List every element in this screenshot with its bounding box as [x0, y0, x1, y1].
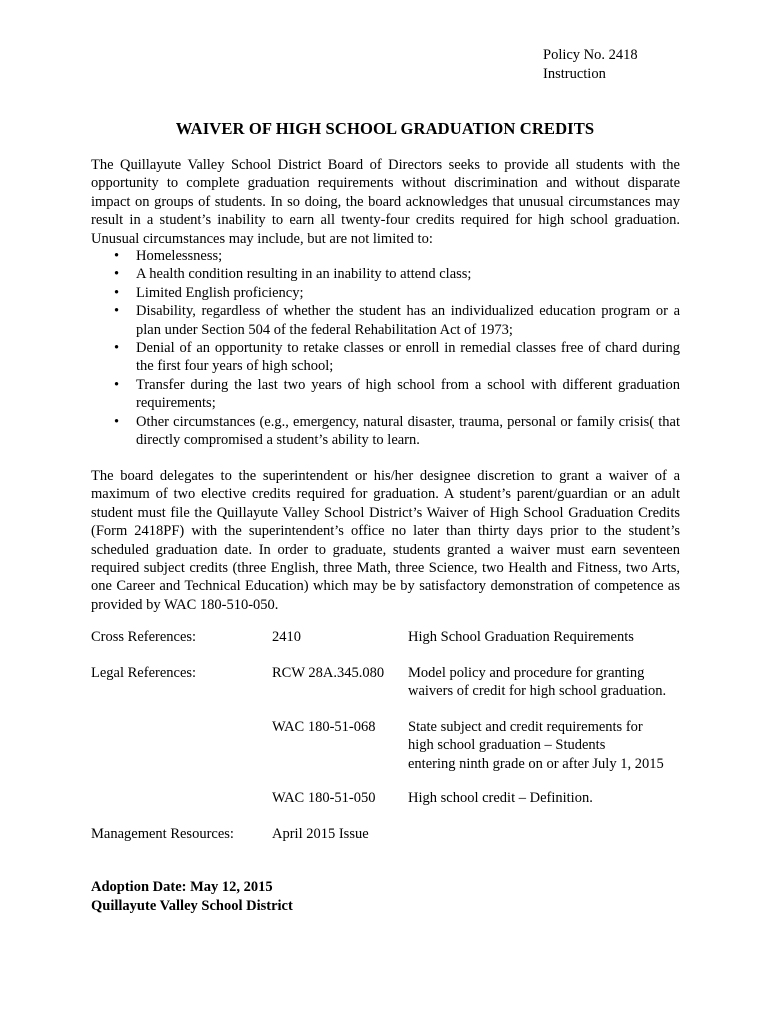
legal-reference-code: WAC 180-51-050 [272, 790, 376, 806]
circumstances-list [91, 247, 680, 449]
delegation-paragraph: The board delegates to the superintendent or his/her designee discretion to grant a waiver of a maximum of two elective credits required for graduation. A student’s parent/guardian or an adult student must file the Quillayute Valley School District’s Waiver of High School Graduation Credits (Form 2418PF) with the superintendent’s office no later than thirty days prior to the student’s scheduled graduation date. In order to graduate, students granted a waiver must earn seventeen required subject credits (three English, three Math, three Science, two Health and Fitness, two Arts, one Career and Technical Education) which may be by satisfactory demonstration of competence as provided by WAC 180-510-050. [91, 468, 680, 613]
adoption-block [91, 878, 293, 916]
bullet-icon: • [114, 340, 120, 357]
bullet-icon: • [114, 413, 120, 430]
intro-paragraph: The Quillayute Valley School District Board of Directors seeks to provide all students with the opportunity to complete graduation requirements without discrimination and without disparate impact on groups of students. In so doing, the board acknowledges that unusual circumstances may result in a student’s inability to earn all twenty-four credits required for high school graduation. Unusual circumstances may include, but are not limited to: [91, 157, 680, 247]
list-item: • Denial of an opportunity to retake classes or enroll in remedial classes free of chard during the first four years of high school; [114, 340, 680, 375]
bullet-icon: • [114, 376, 120, 393]
list-item: • Limited English proficiency; [114, 284, 304, 301]
list-item: • Homelessness; [114, 248, 223, 264]
legal-reference-code: RCW 28A.345.080 [272, 665, 385, 681]
bullet-icon: • [114, 266, 120, 283]
policy-number: Policy No. 2418 [543, 47, 638, 63]
list-item: • Disability, regardless of whether the student has an individualized education program or a plan under Section 504 of the federal Rehabilitation Act of 1973; [114, 303, 680, 338]
cross-reference-desc: High School Graduation Requirements [408, 629, 634, 645]
list-item: • Other circumstances (e.g., emergency, natural disaster, trauma, personal or family crisis( that directly compromised a student’s ability to learn. [114, 413, 680, 449]
legal-references-label: Legal References: [91, 665, 197, 681]
adoption-date: Adoption Date: May 12, 2015 [91, 879, 273, 895]
document-title: WAIVER OF HIGH SCHOOL GRADUATION CREDITS [175, 119, 595, 138]
legal-reference-desc: State subject and credit requirements for high school graduation – Students entering ninth grade on or after July 1, 2015 [408, 719, 664, 772]
management-resources-label: Management Resources: [91, 826, 234, 842]
legal-reference-code: WAC 180-51-068 [272, 719, 376, 735]
management-resources-value: April 2015 Issue [272, 826, 369, 842]
bullet-icon: • [114, 284, 120, 301]
adoption-district: Quillayute Valley School District [91, 898, 293, 914]
policy-header [543, 46, 638, 84]
cross-references-label: Cross References: [91, 629, 197, 645]
legal-reference-desc: Model policy and procedure for granting waivers of credit for high school graduation. [408, 665, 667, 700]
legal-reference-desc: High school credit – Definition. [408, 790, 593, 806]
list-item: • Transfer during the last two years of high school from a school with different graduation requirements; [114, 376, 680, 412]
bullet-icon: • [114, 303, 120, 320]
list-item: • A health condition resulting in an inability to attend class; [114, 266, 472, 283]
bullet-icon: • [114, 248, 120, 264]
cross-reference-code: 2410 [272, 629, 301, 645]
policy-section: Instruction [543, 66, 606, 82]
